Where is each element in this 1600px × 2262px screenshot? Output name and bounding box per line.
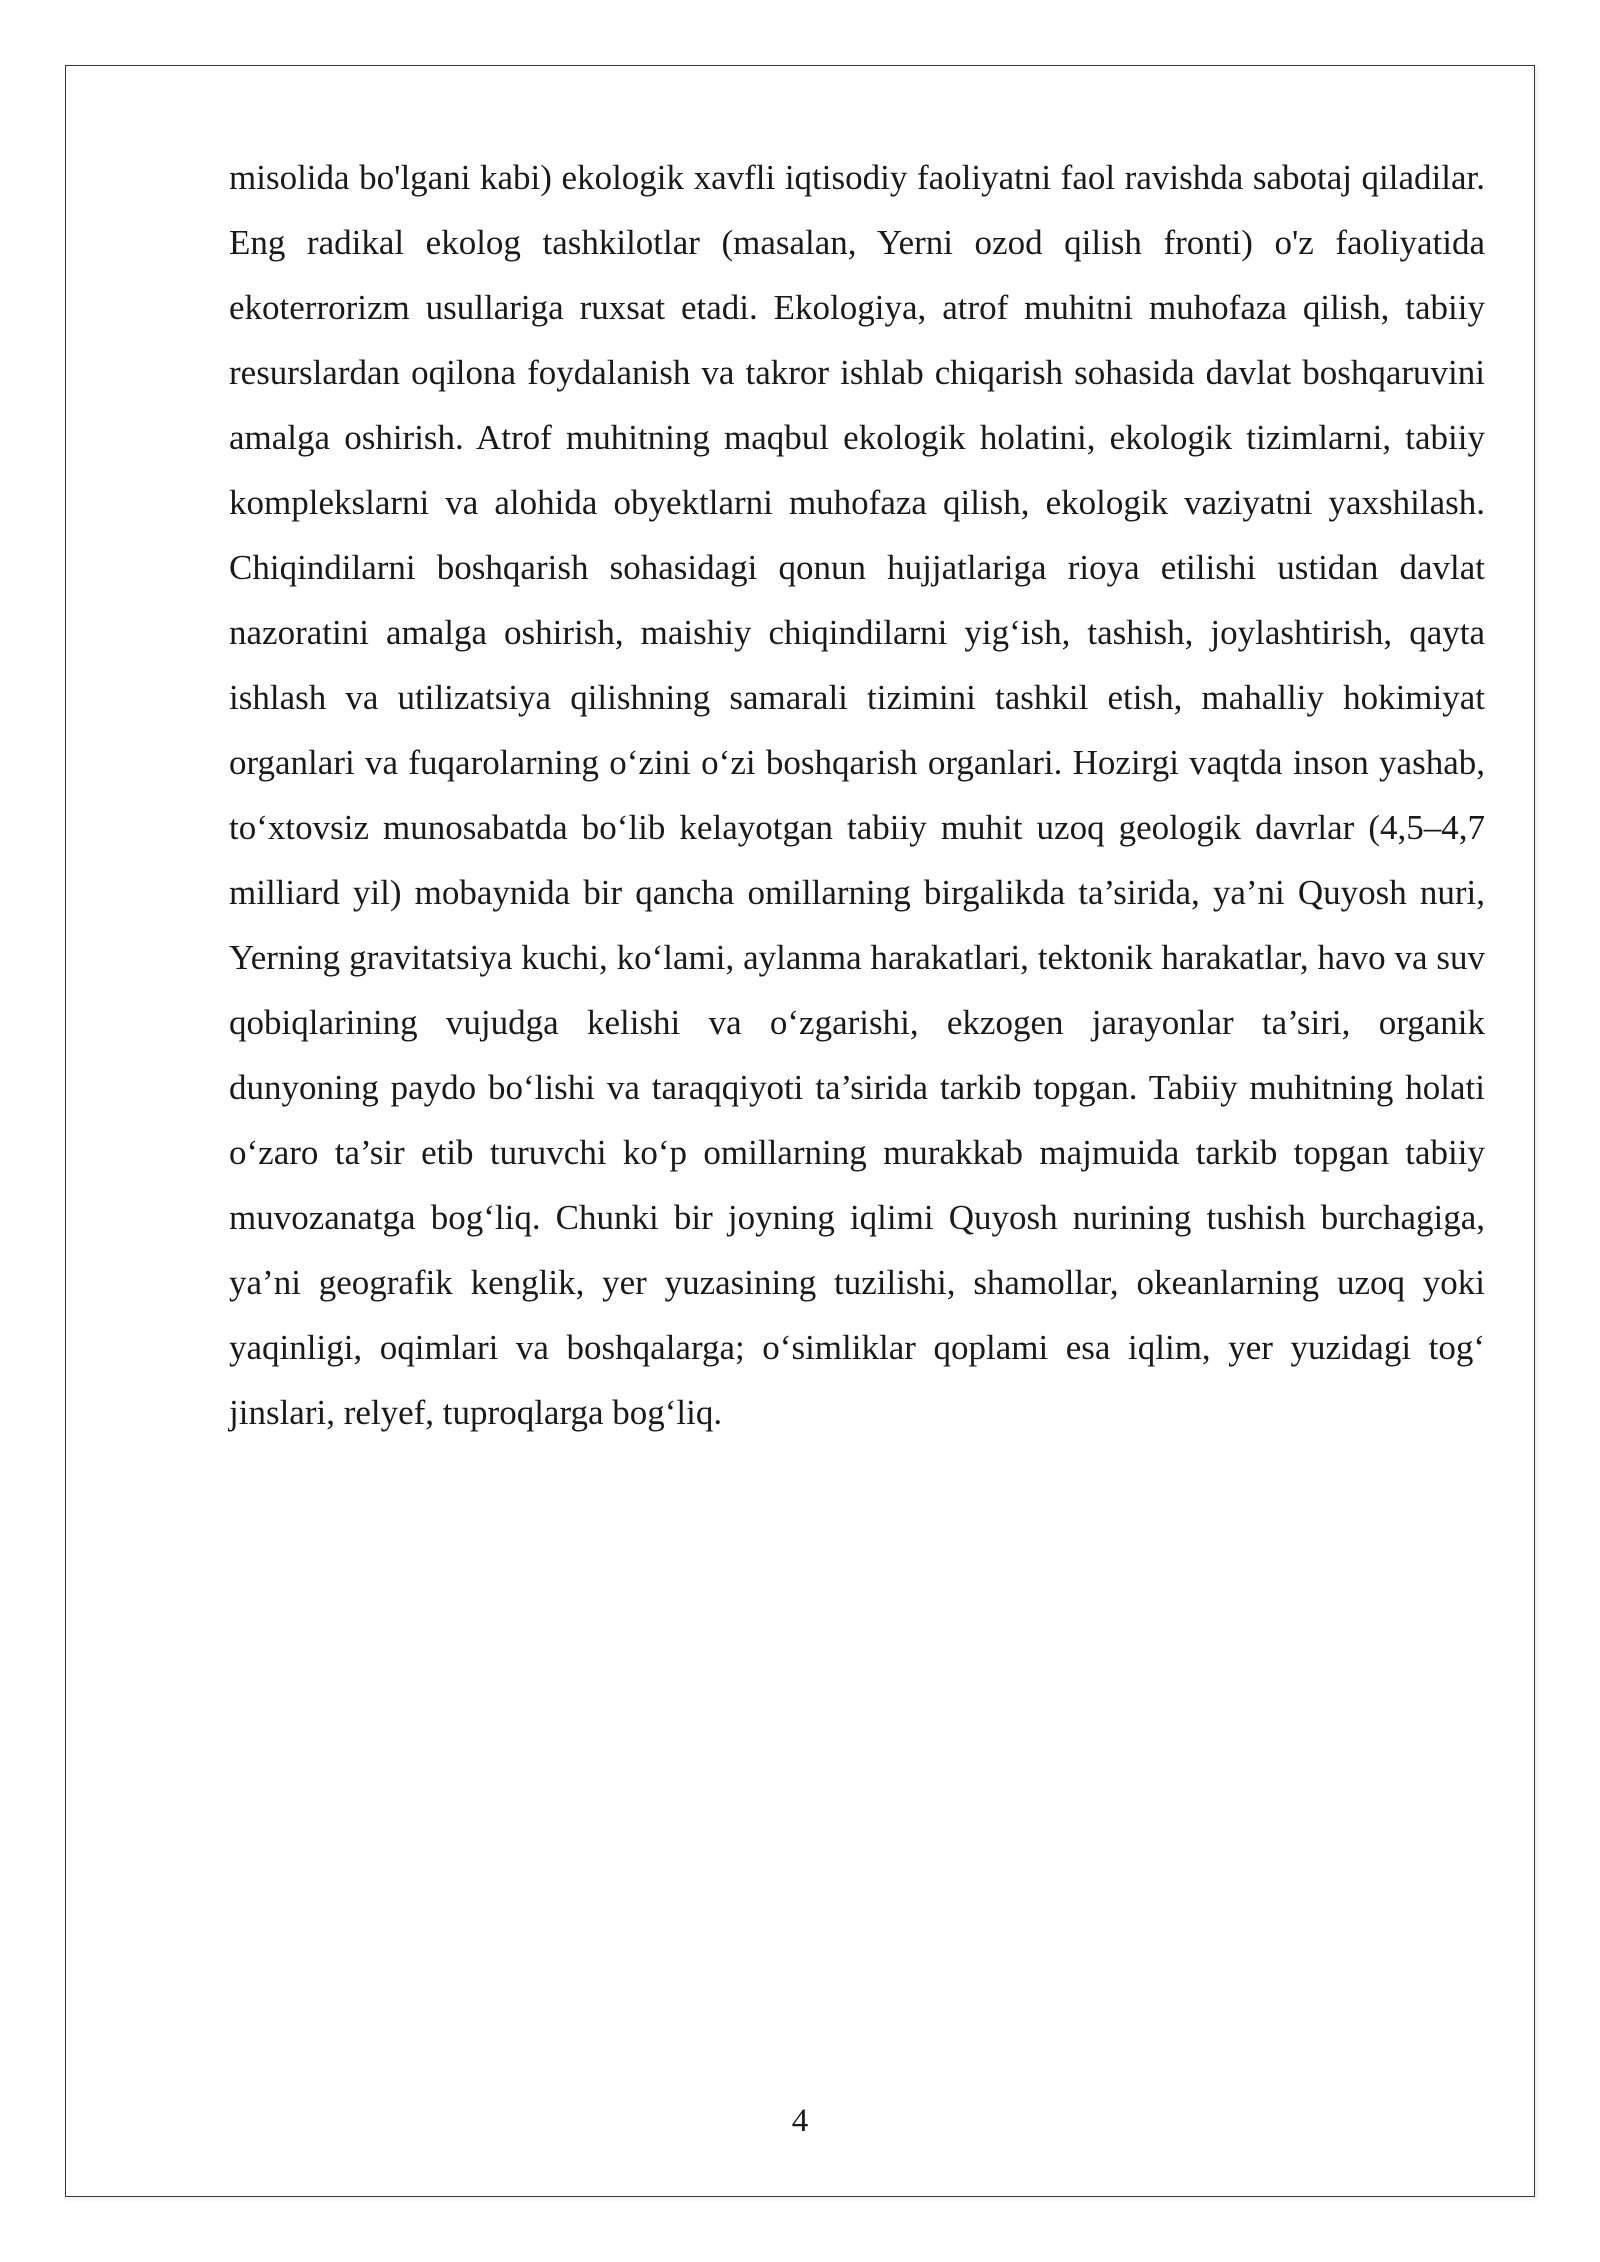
page-number: 4 (791, 2103, 809, 2139)
body-paragraph: misolida bo'lgani kabi) ekologik xavfli iqtisodiy faoliyatni faol ravishda sabotaj qiladilar. Eng radikal ekolog tashkilotlar (masalan, Yerni ozod qilish fronti) o'z faoliyatida ekoterrorizm usullariga ruxsat etadi. Ekologiya, atrof muhitni muhofaza qilish, tabiiy resurslardan oqilona foydalanish va takror ishlab chiqarish sohasida davlat boshqaruvini amalga oshirish. Atrof muhitning maqbul ekologik holatini, ekologik tizimlarni, tabiiy komplekslarni va alohida obyektlarni muhofaza qilish, ekologik vaziyatni yaxshilash. Chiqindilarni boshqarish sohasidagi qonun hujjatlariga rioya etilishi ustidan davlat nazoratini amalga oshirish, maishiy chiqindilarni yig‘ish, tashish, joylashtirish, qayta ishlash va utilizatsiya qilishning samarali tizimini tashkil etish, mahalliy hokimiyat organlari va fuqarolarning o‘zini o‘zi boshqarish organlari. Hozirgi vaqtda inson yashab, to‘xtovsiz munosabatda bo‘lib kelayotgan tabiiy muhit uzoq geologik davrlar (4,5–4,7 milliard yil) mobaynida bir qancha omillarning birgalikda ta’sirida, ya’ni Quyosh nuri, Yerning gravitatsiya kuchi, ko‘lami, aylanma harakatlari, tektonik harakatlar, havo va suv qobiqlarining vujudga kelishi va o‘zgarishi, ekzogen jarayonlar ta’siri, organik dunyoning paydo bo‘lishi va taraqqiyoti ta’sirida tarkib topgan. Tabiiy muhitning holati o‘zaro ta’sir etib turuvchi ko‘p omillarning murakkab majmuida tarkib topgan tabiiy muvozanatga bog‘liq. Chunki bir joyning iqlimi Quyosh nurining tushish burchagiga, ya’ni geografik kenglik, yer yuzasining tuzilishi, shamollar, okeanlarning uzoq yoki yaqinligi, oqimlari va boshqalarga; o‘simliklar qoplami esa iqlim, yer yuzidagi tog‘ jinslari, relyef, tuproqlarga bog‘liq. (229, 158, 1485, 1432)
